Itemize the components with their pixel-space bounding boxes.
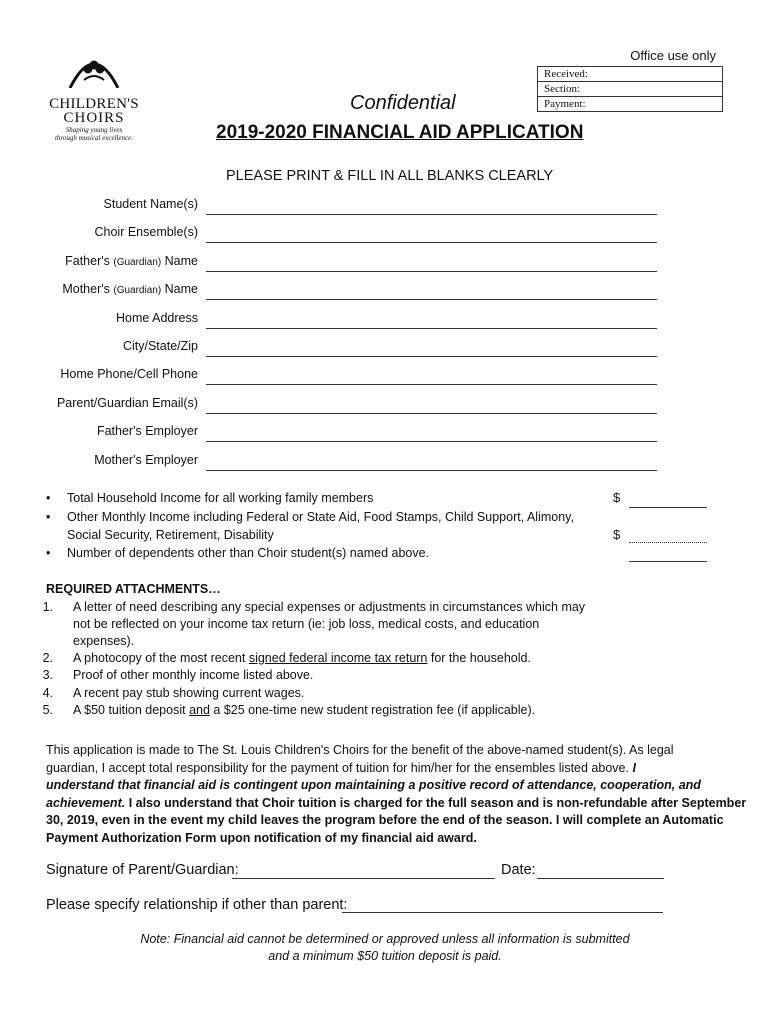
email-field[interactable]	[206, 413, 657, 414]
student-name-label: Student Name(s)	[103, 197, 198, 211]
phone-field[interactable]	[206, 384, 657, 385]
dependents-field[interactable]	[629, 561, 707, 562]
other-income-field[interactable]	[629, 542, 707, 543]
city-state-zip-label: City/State/Zip	[122, 339, 198, 353]
agreement-line-3: understand that financial aid is contingent upon maintaining a positive record of attendance, cooperation, and	[46, 778, 701, 792]
choir-ensemble-field[interactable]	[206, 242, 657, 243]
dollar-sign: $	[613, 490, 621, 505]
arch-logo-icon	[66, 52, 122, 88]
date-field[interactable]	[537, 878, 664, 879]
logo-tagline-2: through musical excellence.	[54, 134, 134, 142]
logo-name-line1: CHILDREN'S	[49, 96, 139, 112]
father-name-field[interactable]	[206, 271, 657, 272]
relationship-field[interactable]	[342, 912, 663, 913]
mother-employer-label: Mother's Employer	[94, 453, 198, 467]
home-address-label: Home Address	[116, 311, 198, 325]
mother-employer-field[interactable]	[206, 470, 657, 471]
agreement-line-1: This application is made to The St. Louis Children's Choirs for the benefit of the above-named student(s). As legal	[46, 743, 674, 757]
confidential-label: Confidential	[350, 92, 456, 114]
attachments-heading: REQUIRED ATTACHMENTS…	[46, 582, 221, 596]
footer-note-line-1: Note: Financial aid cannot be determined or approved unless all information is submitted	[140, 932, 630, 946]
agreement-line-2: guardian, I accept total responsibility for the payment of tuition for him/her for the ensembles listed above. I	[46, 761, 636, 775]
phone-label: Home Phone/Cell Phone	[60, 367, 198, 381]
home-address-field[interactable]	[206, 328, 657, 329]
email-label: Parent/Guardian Email(s)	[56, 396, 198, 410]
father-name-label: Father's (Guardian) Name	[65, 254, 198, 268]
signature-field[interactable]	[232, 878, 495, 879]
household-income-field[interactable]	[629, 507, 707, 508]
agreement-line-6: Payment Authorization Form upon notification of my financial aid award.	[46, 831, 477, 845]
father-employer-field[interactable]	[206, 441, 657, 442]
student-name-field[interactable]	[206, 214, 657, 215]
form-instructions: PLEASE PRINT & FILL IN ALL BLANKS CLEARLY	[226, 168, 554, 184]
footer-note-line-2: and a minimum $50 tuition deposit is paid.	[268, 949, 502, 963]
signature-label: Signature of Parent/Guardian:	[46, 862, 239, 878]
office-received: Received:	[538, 67, 722, 82]
agreement-line-4: achievement. I also understand that Choir tuition is charged for the full season and is non-refundable after September	[46, 796, 747, 810]
office-use-label: Office use only	[630, 48, 716, 63]
logo-tagline-1: Shaping young lives	[65, 126, 123, 134]
agreement-line-5: 30, 2019, even in the event my child leaves the program before the end of the season. I will complete an Automatic	[46, 813, 724, 827]
mother-name-label: Mother's (Guardian) Name	[62, 282, 198, 296]
form-title: 2019-2020 FINANCIAL AID APPLICATION	[216, 122, 584, 143]
date-label: Date:	[501, 862, 536, 878]
office-section: Section:	[538, 82, 722, 97]
bullet-icon: •	[46, 491, 51, 505]
city-state-zip-field[interactable]	[206, 356, 657, 357]
logo-name-line2: CHOIRS	[63, 110, 125, 126]
bullet-icon: •	[46, 510, 51, 524]
choir-ensemble-label: Choir Ensemble(s)	[94, 225, 198, 239]
office-use-box	[537, 66, 723, 112]
dollar-sign: $	[613, 527, 621, 542]
mother-name-field[interactable]	[206, 299, 657, 300]
father-employer-label: Father's Employer	[96, 424, 198, 438]
choir-logo	[48, 52, 140, 148]
bullet-icon: •	[46, 546, 51, 560]
relationship-label: Please specify relationship if other than parent:	[46, 897, 348, 913]
office-payment: Payment:	[544, 98, 586, 110]
